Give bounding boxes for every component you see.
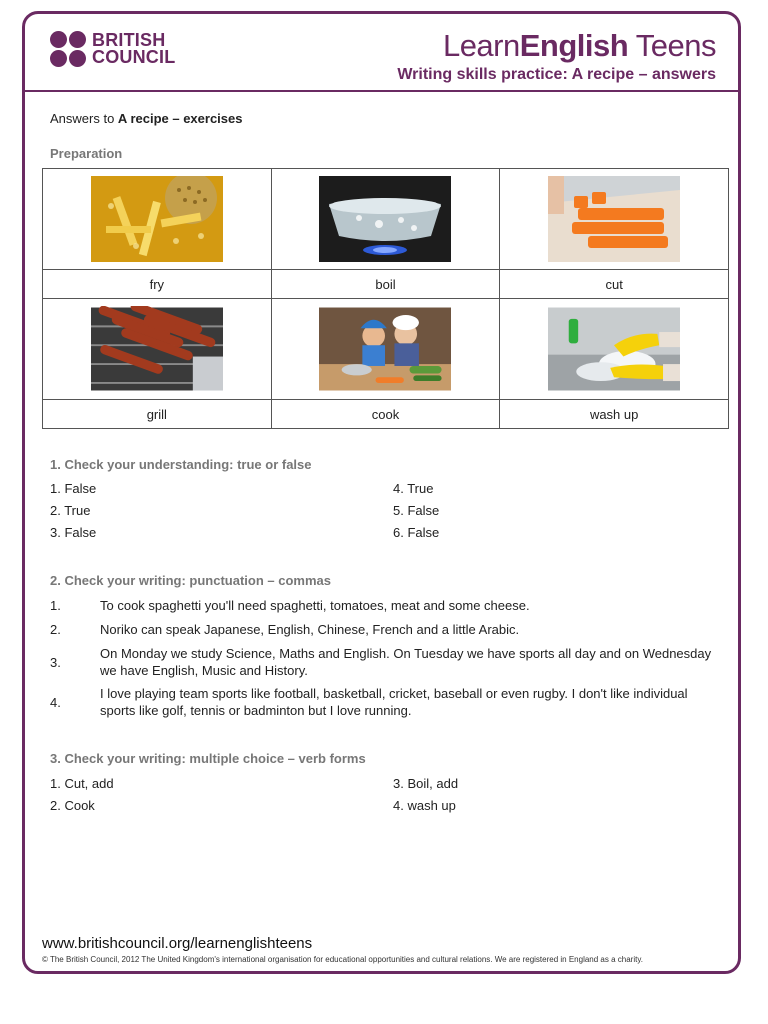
logo-teens: Teens [635,28,716,63]
label-wash-up: wash up [500,400,729,429]
section-3-answers-right [393,773,458,817]
label-grill: grill [43,400,272,429]
intro-line [50,111,242,126]
label-fry: fry [43,270,272,299]
item-number: 3. [50,654,61,670]
section-3-heading: 3. Check your writing: multiple choice – verb forms [50,751,366,766]
answer-item: 1. Cut, add [50,776,114,791]
section-1-heading: 1. Check your understanding: true or false [50,457,312,472]
item-text: To cook spaghetti you'll need spaghetti, tomatoes, meat and some cheese. [100,597,530,613]
preparation-heading: Preparation [50,146,123,161]
answer-item: 3. False [50,525,97,540]
boiling-pot-image [319,176,451,262]
answer-item: 3. Boil, add [393,776,459,791]
cutting-carrots-image [548,176,680,262]
label-boil: boil [271,270,500,299]
answer-item: 4. True [393,481,434,496]
list-item [50,682,720,722]
item-number: 2. [50,621,61,637]
fry-image-cell [43,169,272,270]
frying-chips-image [91,176,223,262]
learnenglish-teens-logo [443,28,716,64]
answer-item: 2. True [50,503,91,518]
intro-exercise-name: A recipe – exercises [117,111,243,126]
section-1-answers-left [50,478,96,544]
document-title: Writing skills practice: A recipe – answers [397,66,716,83]
item-text: I love playing team sports like football, basketball, cricket, baseball or even rugby. I don't like individual sports like golf, tennis or badminton but I love running. [100,686,688,718]
label-cook: cook [271,400,500,429]
section-2-heading: 2. Check your writing: punctuation – commas [50,573,331,588]
grill-image-cell [43,299,272,400]
logo-line-1: BRITISH [92,30,166,50]
answer-item: 2. Cook [50,798,95,813]
item-number: 4. [50,694,61,710]
answer-item: 4. wash up [393,798,456,813]
preparation-table [42,168,729,429]
logo-line-2: COUNCIL [92,47,176,67]
boil-image-cell [271,169,500,270]
item-text: On Monday we study Science, Maths and English. On Tuesday we have sports all day and on Wednesday we have English, Music and History. [100,646,712,678]
label-cut: cut [500,270,729,299]
item-number: 1. [50,597,61,613]
section-1-answers-right [393,478,439,544]
children-cooking-image [319,306,451,392]
section-3-answers-left [50,773,114,817]
list-item [50,594,720,616]
section-2-answers [50,594,720,722]
answer-item: 5. False [393,503,440,518]
list-item [50,642,720,682]
wash-up-image-cell [500,299,729,400]
answer-item: 6. False [393,525,440,540]
cook-image-cell [271,299,500,400]
logo-english: English [519,28,629,63]
washing-up-image [548,306,680,392]
page-frame [22,11,741,974]
grilling-sausages-image [91,306,223,392]
footer-url: www.britishcouncil.org/learnenglishteens [42,935,313,952]
item-text: Noriko can speak Japanese, English, Chinese, French and a little Arabic. [100,621,520,637]
british-council-dots-icon [50,31,86,67]
logo-learn: Learn [442,28,520,63]
header-divider [22,90,741,92]
british-council-logo [50,31,175,67]
footer-copyright: © The British Council, 2012 The United Kingdom's international organisation for educational opportunities and cultural relations. We are registered in England as a charity. [42,955,643,964]
answer-item: 1. False [50,481,97,496]
list-item [50,616,720,642]
intro-prefix: Answers to [50,111,118,126]
cut-image-cell [500,169,729,270]
